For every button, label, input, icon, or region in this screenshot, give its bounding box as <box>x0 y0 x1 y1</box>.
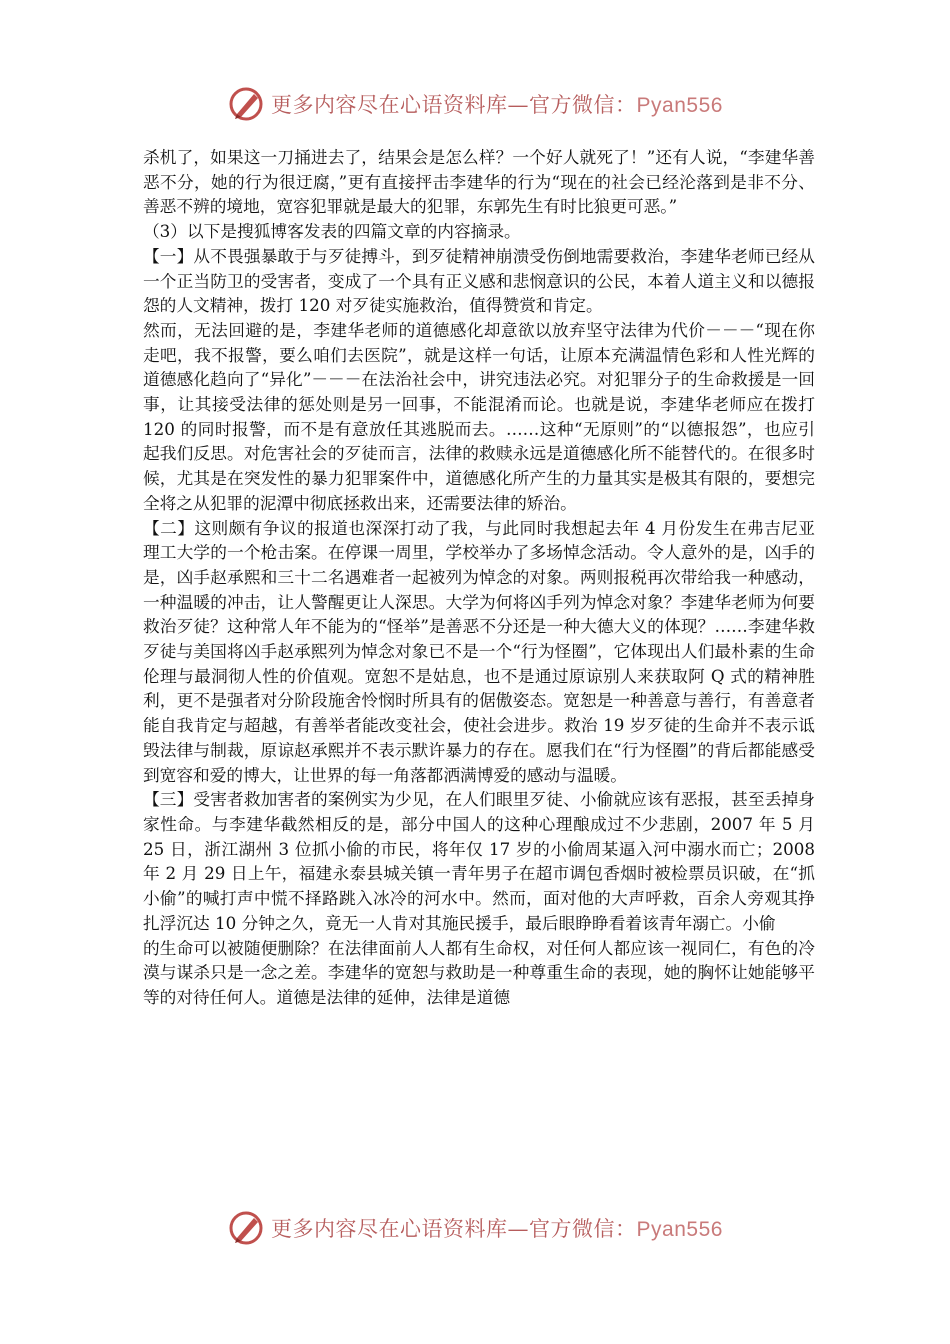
pen-logo-icon <box>227 1208 267 1248</box>
banner-wechat-id: Pyan556 <box>636 1218 723 1241</box>
banner-wechat-id: Pyan556 <box>636 94 723 117</box>
banner-main-text: 更多内容尽在心语资料库—官方微信： <box>271 93 637 117</box>
paragraph: 【三】受害者救加害者的案例实为少见，在人们眼里歹徒、小偷就应该有恶报，甚至丢掉身家性命。与李建华截然相反的是，部分中国人的这种心理酿成过不少悲剧，2007 年 5 月 25 日，浙江湖州 3 位抓小偷的市民，将年仅 17 岁的小偷周某逼入河中溺水而亡；2008 年 2 月 29 日上午，福建永泰县城关镇一青年男子在超市调包香烟时被检票员识破，在“抓小偷”的喊打声中慌不择路跳入冰冷的河水中。然而，面对他的大声呼救，百余人旁观其挣扎浮沉达 10 分钟之久，竟无一人肯对其施民援手，最后眼睁睁看着该青年溺亡。小偷 <box>143 789 815 933</box>
document-body <box>143 145 815 1010</box>
banner-text <box>271 1213 723 1243</box>
paragraph: 杀机了，如果这一刀捅进去了，结果会是怎么样？一个好人就死了！”还有人说，“李建华善恶不分，她的行为很迂腐，”更有直接抨击李建华的行为“现在的社会已经沦落到是非不分、善恶不辨的境地，宽容犯罪就是最大的犯罪，东郭先生有时比狼更可恶。” <box>143 147 815 217</box>
banner-main-text: 更多内容尽在心语资料库—官方微信： <box>271 1217 637 1241</box>
paragraph: 【一】从不畏强暴敢于与歹徒搏斗，到歹徒精神崩溃受伤倒地需要救治，李建华老师已经从一个正当防卫的受害者，变成了一个具有正义感和悲悯意识的公民，本着人道主义和以德报怨的人文精神，拨打 120 对歹徒实施救治，值得赞赏和肯定。 <box>143 245 815 316</box>
banner-text <box>271 89 723 119</box>
paragraph: （3）以下是搜狐博客发表的四篇文章的内容摘录。 <box>143 221 521 242</box>
paragraph: 然而，无法回避的是，李建华老师的道德感化却意欲以放弃坚守法律为代价－－－“现在你走吧，我不报警，要么咱们去医院”，就是这样一句话，让原本充满温情色彩和人性光辉的道德感化趋向了“异化”－－－在法治社会中，讲究违法必究。对犯罪分子的生命救援是一回事，让其接受法律的惩处则是另一回事，不能混淆而论。也就是说，李建华老师应在拨打 120 的同时报警，而不是有意放任其逃脱而去。……这种“无原则”的“以德报怨”，也应引起我们反思。对危害社会的歹徒而言，法律的救赎永远是道德感化所不能替代的。在很多时候，尤其是在突发性的暴力犯罪案件中，道德感化所产生的力量其实是极其有限的，要想完全将之从犯罪的泥潭中彻底拯救出来，还需要法律的矫治。 <box>143 319 815 513</box>
pen-logo-icon <box>227 84 267 124</box>
paragraph: 【二】这则颇有争议的报道也深深打动了我，与此同时我想起去年 4 月份发生在弗吉尼亚理工大学的一个枪击案。在停课一周里，学校举办了多场悼念活动。令人意外的是，凶手的是，凶手赵承熙和三十二名遇难者一起被列为悼念的对象。两则报税再次带给我一种感动，一种温暖的冲击，让人警醒更让人深思。大学为何将凶手列为悼念对象？李建华老师为何要救治歹徒？这种常人年不能为的“怪举”是善恶不分还是一种大德大义的体现？……李建华救歹徒与美国将凶手赵承熙列为悼念对象已不是一个“行为怪圈”，它体现出人们最朴素的生命伦理与最洞彻人性的价值观。宽恕不是姑息，也不是通过原谅别人来获取阿 Q 式的精神胜利，更不是强者对分阶段施舍怜悯时所具有的倨傲姿态。宽恕是一种善意与善行，有善意者能自我肯定与超越，有善举者能改变社会，使社会进步。救治 19 岁歹徒的生命并不表示诋毁法律与制裁，原谅赵承熙并不表示默许暴力的存在。愿我们在“行为怪圈”的背后都能感受到宽容和爱的博大，让世界的每一角落都洒满博爱的感动与温暖。 <box>143 517 815 785</box>
paragraph: 的生命可以被随便删除？在法律面前人人都有生命权，对任何人都应该一视同仁，有色的冷漠与谋杀只是一念之差。李建华的宽恕与救助是一种尊重生命的表现，她的胸怀让她能够平等的对待任何人。道德是法律的延伸，法律是道德 <box>143 937 815 1007</box>
footer-banner <box>0 1208 950 1248</box>
header-banner <box>0 84 950 124</box>
